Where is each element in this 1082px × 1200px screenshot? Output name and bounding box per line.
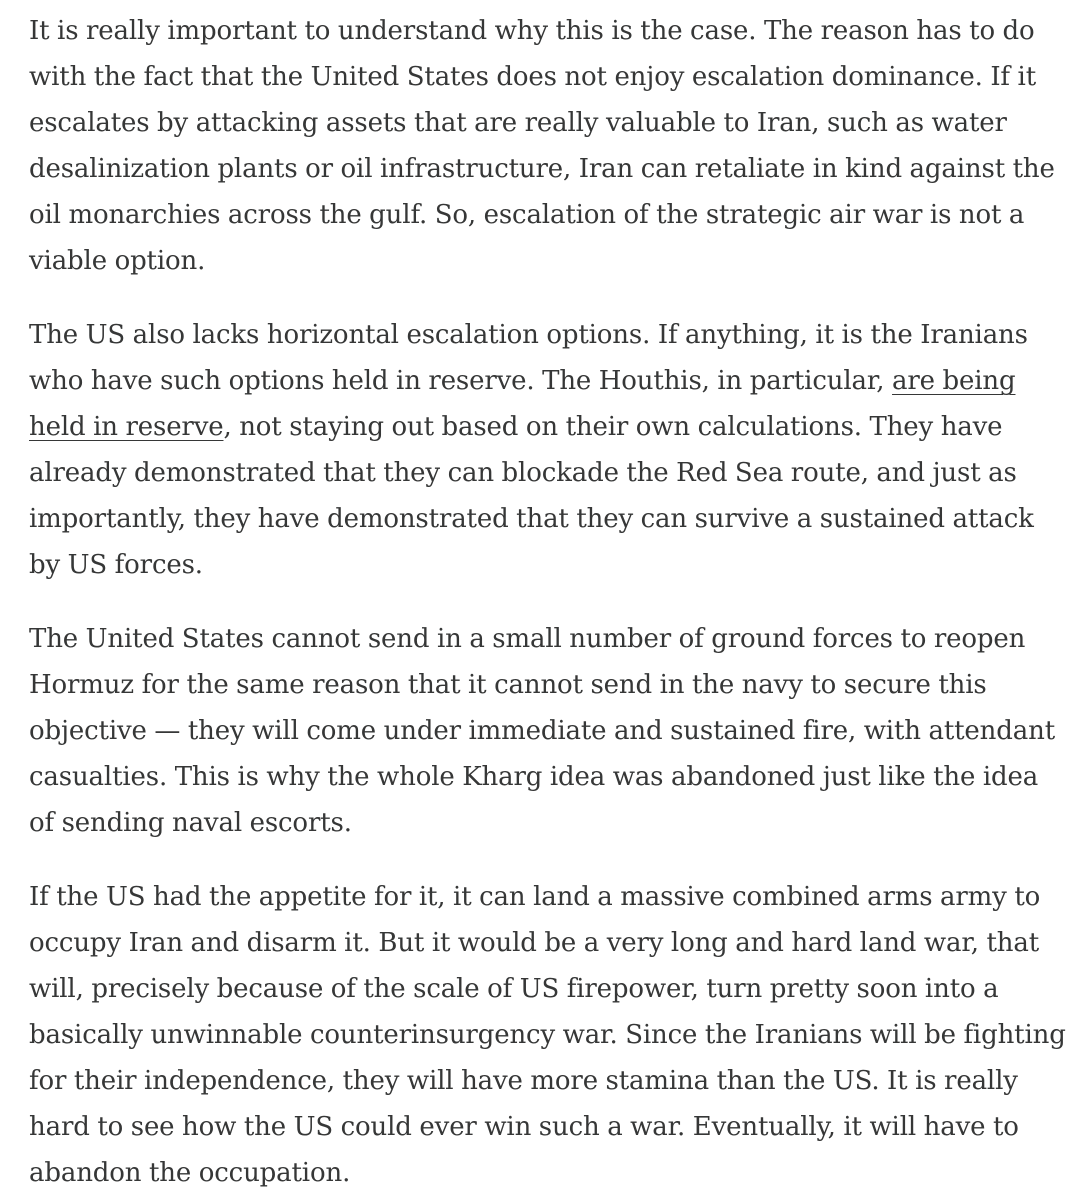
paragraph-text-before-link: The US also lacks horizontal escalation options. If anything, it is the Iranians who have such options held in reserve. The Houthis, in particular, bbox=[29, 320, 1028, 396]
paragraph-escalation-dominance: It is really important to understand why this is the case. The reason has to do with the fact that the United States does not enjoy escalation dominance. If it escalates by attacking assets that are really valuable to Iran, such as water desalinization plants or oil infrastructure, Iran can retaliate in kind against the oil monarchies across the gulf. So, escalation of the strategic air war is not a viable option. bbox=[29, 16, 1055, 276]
paragraph-ground-forces: The United States cannot send in a small number of ground forces to reopen Hormuz for the same reason that it cannot send in the navy to secure this objective — they will come under immediate and sustained fire, with attendant casualties. This is why the whole Kharg idea was abandoned just like the idea of sending naval escorts. bbox=[29, 624, 1055, 838]
paragraph-land-war: If the US had the appetite for it, it can land a massive combined arms army to occupy Iran and disarm it. But it would be a very long and hard land war, that will, precisely because of the scale of US firepower, turn pretty soon into a basically unwinnable counterinsurgency war. Since the Iranians will be fighting for their independence, they will have more stamina than the US. It is really hard to see how the US could ever win such a war. Eventually, it will have to abandon the occupation. bbox=[29, 882, 1066, 1188]
paragraph-text-after-link: , not staying out based on their own calculations. They have already demonstrated that they can blockade the Red Sea route, and just as importantly, they have demonstrated that they can survive a sustained attack by US forces. bbox=[29, 412, 1034, 580]
paragraph-horizontal-escalation bbox=[29, 312, 1070, 588]
held-in-reserve-link[interactable]: are being held in reserve bbox=[29, 366, 1016, 442]
